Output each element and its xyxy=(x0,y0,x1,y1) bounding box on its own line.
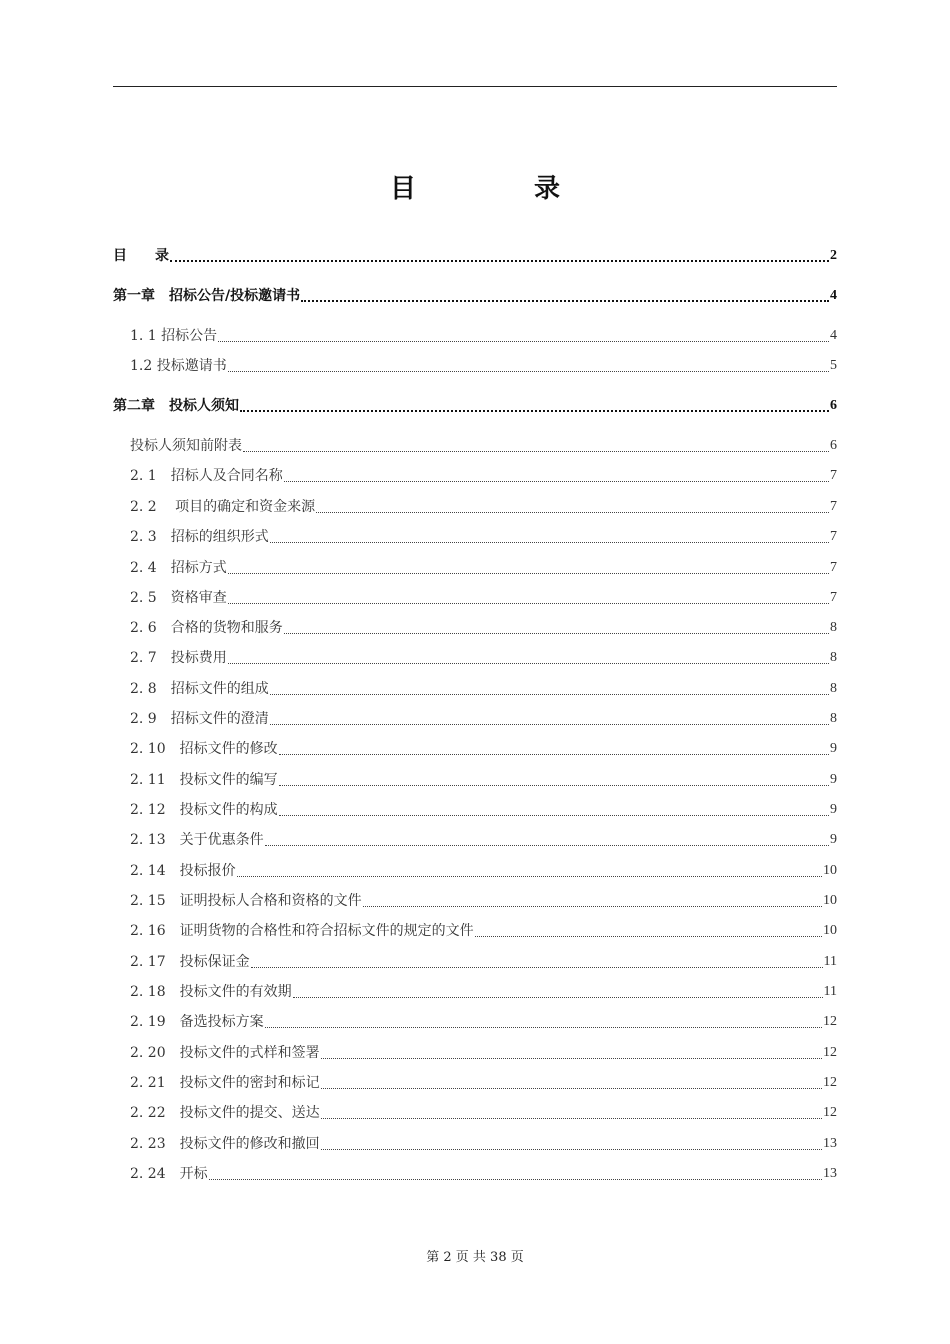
toc-page-number: 11 xyxy=(823,984,837,999)
toc-dot-leader xyxy=(270,694,829,695)
toc-entry-label: 2. 9 招标文件的澄清 xyxy=(130,711,269,727)
toc-section-entry[interactable] xyxy=(130,527,837,547)
toc-section-entry[interactable] xyxy=(130,466,837,486)
toc-section-entry[interactable] xyxy=(130,1134,837,1154)
toc-entry-label: 2. 20 投标文件的式样和签署 xyxy=(130,1045,320,1061)
toc-page-number: 6 xyxy=(830,438,837,453)
toc-page-number: 7 xyxy=(830,529,837,544)
toc-entry-label: 2. 11 投标文件的编写 xyxy=(130,772,278,788)
toc-section-entry[interactable] xyxy=(130,800,837,820)
toc-page-number: 8 xyxy=(830,620,837,635)
toc-dot-leader xyxy=(265,845,829,846)
toc-entry-label: 1. 1 招标公告 xyxy=(130,328,218,344)
toc-section-entry[interactable] xyxy=(130,1012,837,1032)
header-rule xyxy=(113,86,837,87)
toc-entry-label: 2. 15 证明投标人合格和资格的文件 xyxy=(130,893,362,909)
toc-page-number: 9 xyxy=(830,832,837,847)
toc-page-number: 11 xyxy=(823,954,837,969)
toc-entry-label: 投标人须知前附表 xyxy=(130,438,242,454)
toc-page-number: 4 xyxy=(830,288,837,303)
toc-dot-leader xyxy=(284,633,829,634)
toc-entry-label: 第一章 招标公告/投标邀请书 xyxy=(113,288,301,304)
toc-page-number: 9 xyxy=(830,802,837,817)
toc-page-number: 7 xyxy=(830,499,837,514)
toc-dot-leader xyxy=(316,512,829,513)
toc-page-number: 8 xyxy=(830,681,837,696)
toc-title: 目 录 xyxy=(389,174,606,204)
toc-entry-label: 1.2 投标邀请书 xyxy=(130,358,227,374)
toc-page-number: 9 xyxy=(830,772,837,787)
toc-dot-leader xyxy=(270,724,829,725)
toc-page-number: 6 xyxy=(830,398,837,413)
toc-section-entry[interactable] xyxy=(130,679,837,699)
toc-dot-leader xyxy=(170,260,829,262)
toc-page-number: 10 xyxy=(823,923,837,938)
toc-section-entry[interactable] xyxy=(130,830,837,850)
toc-dot-leader xyxy=(321,1118,822,1119)
toc-page-number: 12 xyxy=(823,1105,837,1120)
toc-section-entry[interactable] xyxy=(130,648,837,668)
toc-page-number: 8 xyxy=(830,650,837,665)
toc-dot-leader xyxy=(209,1179,822,1180)
toc-section-entry[interactable] xyxy=(130,952,837,972)
toc-section-entry[interactable] xyxy=(130,982,837,1002)
toc-dot-leader xyxy=(321,1149,822,1150)
toc-page-number: 7 xyxy=(830,590,837,605)
toc-dot-leader xyxy=(243,451,829,452)
toc-page-number: 9 xyxy=(830,741,837,756)
toc-entry-label: 2. 13 关于优惠条件 xyxy=(130,832,264,848)
toc-section-entry[interactable] xyxy=(130,326,837,346)
toc-dot-leader xyxy=(321,1088,822,1089)
toc-entry-label: 2. 8 招标文件的组成 xyxy=(130,681,269,697)
toc-entry-label: 2. 10 招标文件的修改 xyxy=(130,741,278,757)
toc-entry-label: 2. 5 资格审查 xyxy=(130,590,227,606)
toc-entry-label: 2. 22 投标文件的提交、送达 xyxy=(130,1105,320,1121)
toc-dot-leader xyxy=(228,603,829,604)
toc-chapter-entry[interactable] xyxy=(113,396,837,416)
toc-entry-label: 2. 6 合格的货物和服务 xyxy=(130,620,283,636)
toc-entry-label: 2. 16 证明货物的合格性和符合招标文件的规定的文件 xyxy=(130,923,474,939)
toc-entry-label: 2. 2 项目的确定和资金来源 xyxy=(130,499,316,515)
toc-entry-label: 2. 7 投标费用 xyxy=(130,650,227,666)
toc-dot-leader xyxy=(279,785,829,786)
toc-section-entry[interactable] xyxy=(130,709,837,729)
toc-section-entry[interactable] xyxy=(130,1073,837,1093)
toc-dot-leader xyxy=(228,371,829,372)
toc-dot-leader xyxy=(218,341,829,342)
toc-section-entry[interactable] xyxy=(130,558,837,578)
toc-dot-leader xyxy=(293,997,823,998)
toc-page-number: 7 xyxy=(830,560,837,575)
toc-dot-leader xyxy=(363,906,822,907)
toc-entry-label: 2. 18 投标文件的有效期 xyxy=(130,984,292,1000)
toc-entry-label: 2. 19 备选投标方案 xyxy=(130,1014,264,1030)
toc-section-entry[interactable] xyxy=(130,770,837,790)
toc-dot-leader xyxy=(270,542,829,543)
toc-section-entry[interactable] xyxy=(130,739,837,759)
toc-section-entry[interactable] xyxy=(130,861,837,881)
toc-dot-leader xyxy=(251,967,823,968)
toc-entry-label: 2. 23 投标文件的修改和撤回 xyxy=(130,1136,320,1152)
toc-page-number: 2 xyxy=(830,248,837,263)
toc-page-number: 12 xyxy=(823,1075,837,1090)
toc-entry-label: 2. 3 招标的组织形式 xyxy=(130,529,269,545)
toc-entry-label: 2. 1 招标人及合同名称 xyxy=(130,468,283,484)
toc-dot-leader xyxy=(265,1027,822,1028)
toc-page-number: 13 xyxy=(823,1166,837,1181)
toc-dot-leader xyxy=(475,936,822,937)
toc-chapter-entry[interactable] xyxy=(113,286,837,306)
toc-section-entry[interactable] xyxy=(130,588,837,608)
toc-section-entry[interactable] xyxy=(130,1043,837,1063)
toc-entry-label: 2. 4 招标方式 xyxy=(130,560,227,576)
toc-section-entry[interactable] xyxy=(130,891,837,911)
toc-section-entry[interactable] xyxy=(130,618,837,638)
toc-entry-label: 2. 21 投标文件的密封和标记 xyxy=(130,1075,320,1091)
toc-entry-label: 目 录 xyxy=(113,248,169,264)
toc-dot-leader xyxy=(237,876,822,877)
toc-dot-leader xyxy=(321,1058,822,1059)
toc-dot-leader xyxy=(279,754,829,755)
toc-dot-leader xyxy=(284,481,829,482)
toc-chapter-entry[interactable] xyxy=(113,246,837,266)
toc-dot-leader xyxy=(301,300,829,302)
toc-entry-label: 2. 14 投标报价 xyxy=(130,863,236,879)
toc-page-number: 12 xyxy=(823,1014,837,1029)
toc-page-number: 10 xyxy=(823,863,837,878)
toc-section-entry[interactable] xyxy=(130,497,837,517)
toc-page-number: 12 xyxy=(823,1045,837,1060)
toc-section-entry[interactable] xyxy=(130,1103,837,1123)
toc-dot-leader xyxy=(228,663,829,664)
toc-page-number: 7 xyxy=(830,468,837,483)
toc-page-number: 5 xyxy=(830,358,837,373)
toc-section-entry[interactable] xyxy=(130,436,837,456)
page-footer: 第 2 页 共 38 页 xyxy=(426,1250,524,1265)
toc-section-entry[interactable] xyxy=(130,921,837,941)
toc-entry-label: 2. 17 投标保证金 xyxy=(130,954,250,970)
toc-dot-leader xyxy=(279,815,829,816)
toc-entry-label: 2. 24 开标 xyxy=(130,1166,208,1182)
toc-dot-leader xyxy=(228,573,829,574)
toc-page-number: 8 xyxy=(830,711,837,726)
toc-page-number: 13 xyxy=(823,1136,837,1151)
toc-entry-label: 2. 12 投标文件的构成 xyxy=(130,802,278,818)
toc-entry-label: 第二章 投标人须知 xyxy=(113,398,239,414)
toc-section-entry[interactable] xyxy=(130,1164,837,1184)
toc-section-entry[interactable] xyxy=(130,356,837,376)
toc-dot-leader xyxy=(240,410,829,412)
toc-page-number: 10 xyxy=(823,893,837,908)
toc-page-number: 4 xyxy=(830,328,837,343)
